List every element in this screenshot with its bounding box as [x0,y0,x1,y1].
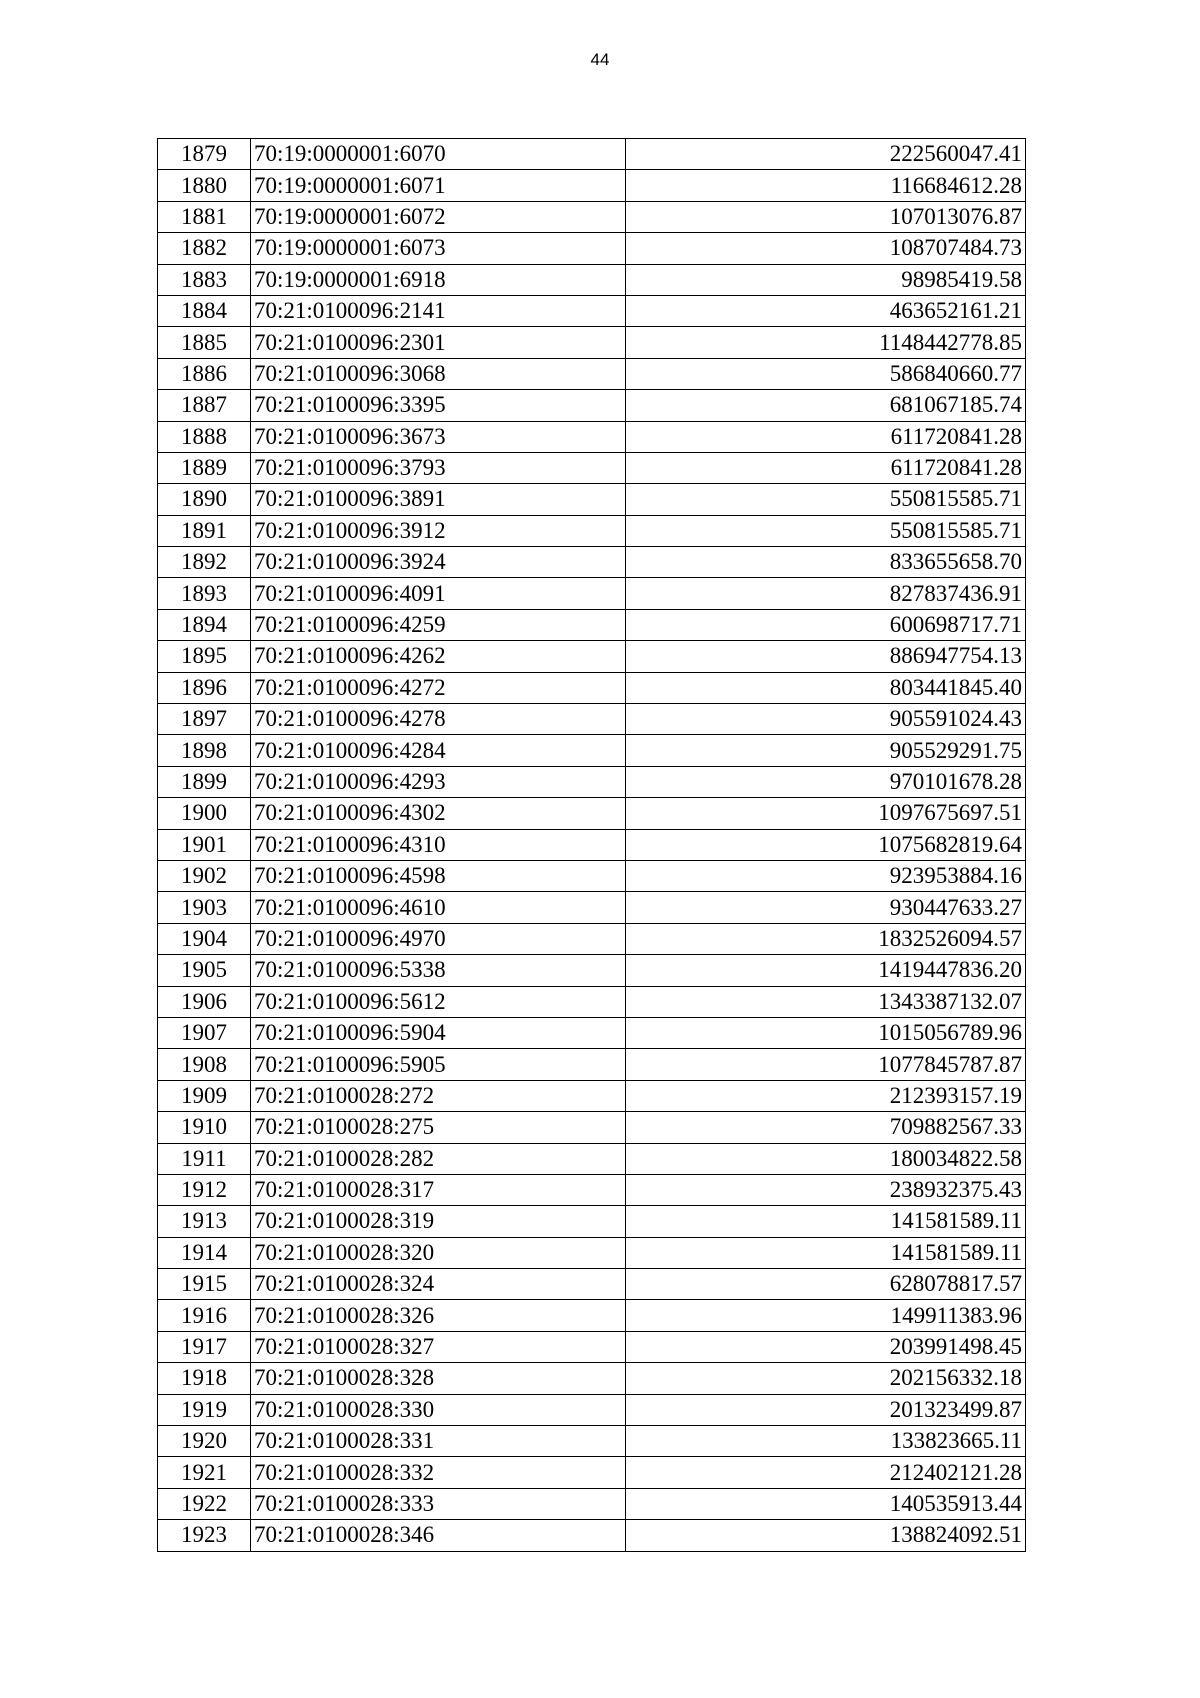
table-body [158,139,1026,1552]
cadastral-number-cell: 70:21:0100028:330 [251,1394,626,1425]
row-number-cell: 1914 [158,1237,251,1268]
row-number-cell: 1920 [158,1426,251,1457]
table-row [158,139,1026,170]
row-number-cell: 1894 [158,609,251,640]
value-cell: 833655658.70 [626,547,1026,578]
row-number-cell: 1908 [158,1049,251,1080]
row-number-cell: 1890 [158,484,251,515]
value-cell: 550815585.71 [626,515,1026,546]
value-cell: 98985419.58 [626,264,1026,295]
cadastral-number-cell: 70:21:0100096:4970 [251,923,626,954]
table-row [158,264,1026,295]
value-cell: 803441845.40 [626,672,1026,703]
cadastral-number-cell: 70:21:0100028:327 [251,1331,626,1362]
value-cell: 222560047.41 [626,139,1026,170]
cadastral-number-cell: 70:21:0100096:4610 [251,892,626,923]
value-cell: 586840660.77 [626,358,1026,389]
cadastral-number-cell: 70:21:0100028:326 [251,1300,626,1331]
value-cell: 930447633.27 [626,892,1026,923]
table-row [158,766,1026,797]
table-row [158,201,1026,232]
value-cell: 550815585.71 [626,484,1026,515]
cadastral-number-cell: 70:21:0100096:3673 [251,421,626,452]
table-row [158,1363,1026,1394]
value-cell: 1419447836.20 [626,955,1026,986]
table-row [158,672,1026,703]
value-cell: 1832526094.57 [626,923,1026,954]
table-row [158,986,1026,1017]
value-cell: 140535913.44 [626,1488,1026,1519]
table-row [158,955,1026,986]
cadastral-number-cell: 70:21:0100096:4262 [251,641,626,672]
value-cell: 141581589.11 [626,1206,1026,1237]
table-row [158,390,1026,421]
cadastral-number-cell: 70:21:0100028:324 [251,1269,626,1300]
value-cell: 709882567.33 [626,1112,1026,1143]
value-cell: 600698717.71 [626,609,1026,640]
row-number-cell: 1907 [158,1017,251,1048]
row-number-cell: 1900 [158,798,251,829]
value-cell: 463652161.21 [626,295,1026,326]
value-cell: 1075682819.64 [626,829,1026,860]
row-number-cell: 1892 [158,547,251,578]
table-row [158,1331,1026,1362]
row-number-cell: 1912 [158,1174,251,1205]
cadastral-number-cell: 70:21:0100096:3068 [251,358,626,389]
table-row [158,484,1026,515]
table-row [158,358,1026,389]
value-cell: 203991498.45 [626,1331,1026,1362]
row-number-cell: 1919 [158,1394,251,1425]
table-row [158,170,1026,201]
table-row [158,798,1026,829]
cadastral-number-cell: 70:21:0100028:320 [251,1237,626,1268]
table-row [158,1300,1026,1331]
table-row [158,515,1026,546]
cadastral-number-cell: 70:21:0100028:282 [251,1143,626,1174]
row-number-cell: 1883 [158,264,251,295]
table-row [158,547,1026,578]
cadastral-number-cell: 70:21:0100096:4302 [251,798,626,829]
value-cell: 107013076.87 [626,201,1026,232]
value-cell: 1343387132.07 [626,986,1026,1017]
row-number-cell: 1903 [158,892,251,923]
value-cell: 681067185.74 [626,390,1026,421]
cadastral-number-cell: 70:21:0100028:319 [251,1206,626,1237]
value-cell: 1148442778.85 [626,327,1026,358]
cadastral-number-cell: 70:21:0100096:4259 [251,609,626,640]
row-number-cell: 1915 [158,1269,251,1300]
table-row [158,421,1026,452]
cadastral-number-cell: 70:21:0100096:4272 [251,672,626,703]
value-cell: 923953884.16 [626,860,1026,891]
cadastral-number-cell: 70:21:0100096:4284 [251,735,626,766]
row-number-cell: 1882 [158,233,251,264]
value-cell: 108707484.73 [626,233,1026,264]
value-cell: 212393157.19 [626,1080,1026,1111]
table-row [158,609,1026,640]
row-number-cell: 1917 [158,1331,251,1362]
cadastral-number-cell: 70:21:0100096:2141 [251,295,626,326]
value-cell: 611720841.28 [626,421,1026,452]
value-cell: 201323499.87 [626,1394,1026,1425]
row-number-cell: 1899 [158,766,251,797]
table-row [158,1520,1026,1551]
row-number-cell: 1881 [158,201,251,232]
row-number-cell: 1921 [158,1457,251,1488]
cadastral-number-cell: 70:21:0100096:5904 [251,1017,626,1048]
cadastral-number-cell: 70:21:0100028:275 [251,1112,626,1143]
cadastral-number-cell: 70:19:0000001:6070 [251,139,626,170]
row-number-cell: 1916 [158,1300,251,1331]
table-row [158,1017,1026,1048]
table-row [158,1143,1026,1174]
row-number-cell: 1897 [158,704,251,735]
row-number-cell: 1906 [158,986,251,1017]
table-row [158,1080,1026,1111]
table-row [158,1206,1026,1237]
cadastral-number-cell: 70:21:0100096:5338 [251,955,626,986]
cadastral-number-cell: 70:21:0100096:3924 [251,547,626,578]
cadastral-number-cell: 70:21:0100096:3891 [251,484,626,515]
table-row [158,735,1026,766]
value-cell: 141581589.11 [626,1237,1026,1268]
cadastral-number-cell: 70:21:0100096:5905 [251,1049,626,1080]
cadastral-number-cell: 70:21:0100096:2301 [251,327,626,358]
value-cell: 138824092.51 [626,1520,1026,1551]
table-row [158,829,1026,860]
table-row [158,578,1026,609]
table-row [158,1237,1026,1268]
table-row [158,704,1026,735]
cadastral-number-cell: 70:21:0100028:331 [251,1426,626,1457]
cadastral-number-cell: 70:19:0000001:6073 [251,233,626,264]
row-number-cell: 1886 [158,358,251,389]
cadastral-number-cell: 70:21:0100028:332 [251,1457,626,1488]
table-row [158,452,1026,483]
row-number-cell: 1904 [158,923,251,954]
table-row [158,860,1026,891]
table-row [158,295,1026,326]
row-number-cell: 1891 [158,515,251,546]
table-row [158,641,1026,672]
row-number-cell: 1895 [158,641,251,672]
row-number-cell: 1885 [158,327,251,358]
cadastral-number-cell: 70:21:0100028:346 [251,1520,626,1551]
value-cell: 149911383.96 [626,1300,1026,1331]
row-number-cell: 1910 [158,1112,251,1143]
table-row [158,892,1026,923]
cadastral-number-cell: 70:19:0000001:6918 [251,264,626,295]
value-cell: 1015056789.96 [626,1017,1026,1048]
row-number-cell: 1922 [158,1488,251,1519]
row-number-cell: 1909 [158,1080,251,1111]
value-cell: 1077845787.87 [626,1049,1026,1080]
row-number-cell: 1893 [158,578,251,609]
row-number-cell: 1902 [158,860,251,891]
row-number-cell: 1918 [158,1363,251,1394]
cadastral-number-cell: 70:21:0100028:328 [251,1363,626,1394]
value-cell: 133823665.11 [626,1426,1026,1457]
value-cell: 970101678.28 [626,766,1026,797]
table-row [158,327,1026,358]
row-number-cell: 1913 [158,1206,251,1237]
value-cell: 1097675697.51 [626,798,1026,829]
row-number-cell: 1901 [158,829,251,860]
table-row [158,1269,1026,1300]
cadastral-number-cell: 70:19:0000001:6071 [251,170,626,201]
cadastral-number-cell: 70:21:0100096:4598 [251,860,626,891]
value-cell: 180034822.58 [626,1143,1026,1174]
row-number-cell: 1884 [158,295,251,326]
value-cell: 611720841.28 [626,452,1026,483]
cadastral-number-cell: 70:21:0100096:4293 [251,766,626,797]
table-row [158,233,1026,264]
row-number-cell: 1898 [158,735,251,766]
table-row [158,923,1026,954]
row-number-cell: 1887 [158,390,251,421]
table-row [158,1174,1026,1205]
value-cell: 905591024.43 [626,704,1026,735]
cadastral-number-cell: 70:21:0100096:5612 [251,986,626,1017]
row-number-cell: 1923 [158,1520,251,1551]
row-number-cell: 1880 [158,170,251,201]
value-cell: 212402121.28 [626,1457,1026,1488]
table-row [158,1049,1026,1080]
cadastral-number-cell: 70:19:0000001:6072 [251,201,626,232]
cadastral-value-table [157,138,1026,1552]
table-row [158,1426,1026,1457]
cadastral-number-cell: 70:21:0100096:4091 [251,578,626,609]
row-number-cell: 1905 [158,955,251,986]
table-row [158,1457,1026,1488]
cadastral-number-cell: 70:21:0100028:333 [251,1488,626,1519]
cadastral-number-cell: 70:21:0100028:317 [251,1174,626,1205]
cadastral-number-cell: 70:21:0100096:3395 [251,390,626,421]
cadastral-number-cell: 70:21:0100096:4278 [251,704,626,735]
cadastral-number-cell: 70:21:0100096:4310 [251,829,626,860]
page-number: 44 [590,50,610,69]
row-number-cell: 1888 [158,421,251,452]
value-cell: 238932375.43 [626,1174,1026,1205]
cadastral-number-cell: 70:21:0100028:272 [251,1080,626,1111]
value-cell: 827837436.91 [626,578,1026,609]
cadastral-number-cell: 70:21:0100096:3793 [251,452,626,483]
row-number-cell: 1879 [158,139,251,170]
table-row [158,1488,1026,1519]
row-number-cell: 1911 [158,1143,251,1174]
value-cell: 628078817.57 [626,1269,1026,1300]
table-row [158,1112,1026,1143]
value-cell: 886947754.13 [626,641,1026,672]
row-number-cell: 1889 [158,452,251,483]
value-cell: 116684612.28 [626,170,1026,201]
row-number-cell: 1896 [158,672,251,703]
value-cell: 905529291.75 [626,735,1026,766]
table-row [158,1394,1026,1425]
cadastral-number-cell: 70:21:0100096:3912 [251,515,626,546]
value-cell: 202156332.18 [626,1363,1026,1394]
